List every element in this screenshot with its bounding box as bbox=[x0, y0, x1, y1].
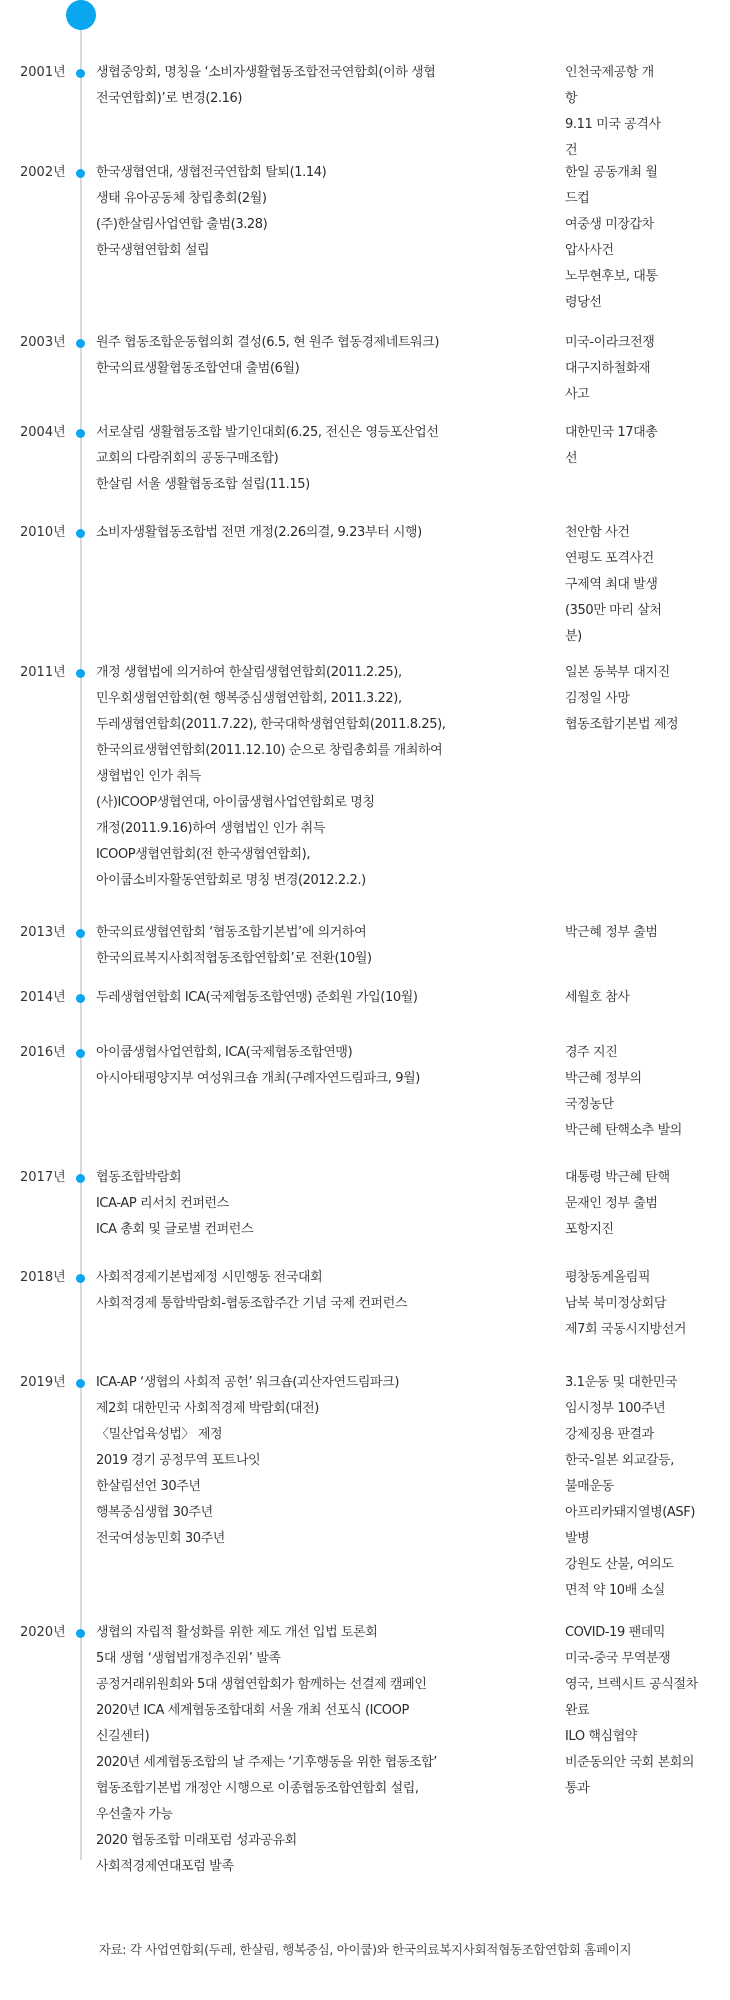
coop-event-item: 〈밀산업육성법〉 제정 bbox=[96, 1427, 223, 1442]
world-event-item: 아프리카돼지열병(ASF) 발병 bbox=[565, 1505, 696, 1546]
world-event-item: 천안함 사건 bbox=[565, 525, 630, 540]
world-event-item: COVID-19 팬데믹 bbox=[565, 1625, 666, 1640]
world-event-item: 문재인 정부 출범 bbox=[565, 1196, 658, 1211]
coop-events-list bbox=[96, 1165, 536, 1243]
year-label: 2018년 bbox=[20, 1270, 66, 1285]
timeline-start-dot bbox=[66, 0, 96, 30]
world-event-item: 박근혜 정부의 국정농단 bbox=[565, 1071, 642, 1112]
coop-event-item: 두레생협연합회(2011.7.22), 한국대학생협연합회(2011.8.25), bbox=[96, 717, 446, 732]
coop-events-list bbox=[96, 920, 536, 972]
world-events-list bbox=[565, 160, 713, 316]
coop-event-item: ICOOP생협연합회(전 한국생협연합회), 아이쿱소비자활동연합회로 명칭 변경(2012.2.2.) bbox=[96, 847, 366, 888]
world-event-item: 미국-중국 무역분쟁 bbox=[565, 1651, 671, 1666]
coop-event-item: 한국생협연합회 설립 bbox=[96, 243, 210, 258]
year-label: 2016년 bbox=[20, 1045, 66, 1060]
year-dot bbox=[76, 169, 85, 178]
year-dot bbox=[76, 1174, 85, 1183]
world-event-item: 한일 공동개최 월 드컵 bbox=[565, 165, 658, 206]
coop-event-item: 한국의료생활협동조합연대 출범(6월) bbox=[96, 361, 300, 376]
timeline-line bbox=[80, 30, 82, 1860]
coop-events-list bbox=[96, 520, 536, 546]
coop-event-item: 생태 유아공동체 창립총회(2월) bbox=[96, 191, 267, 206]
world-event-item: 9.11 미국 공격사 건 bbox=[565, 117, 661, 158]
coop-event-item: 5대 생협 ‘생협법개정추진위’ 발족 bbox=[96, 1651, 281, 1666]
coop-event-item: 2019 경기 공정무역 포트나잇 bbox=[96, 1453, 261, 1468]
coop-event-item: 한국생협연대, 생협전국연합회 탈퇴(1.14) bbox=[96, 165, 327, 180]
coop-event-item: 사회적경제연대포럼 발족 bbox=[96, 1859, 234, 1874]
year-dot bbox=[76, 1379, 85, 1388]
world-event-item: 경주 지진 bbox=[565, 1045, 618, 1060]
source-note: 자료: 각 사업연합회(두레, 한살림, 행복중심, 아이쿱)와 한국의료복지사회적협동조합연합회 홈페이지 bbox=[98, 1942, 632, 1957]
coop-event-item: 공정거래위원회와 5대 생협연합회가 함께하는 선결제 캠페인 bbox=[96, 1677, 427, 1692]
year-dot bbox=[76, 1274, 85, 1283]
year-label: 2001년 bbox=[20, 65, 66, 80]
year-label: 2020년 bbox=[20, 1625, 66, 1640]
coop-event-item: (사)ICOOP생협연대, 아이쿱생협사업연합회로 명칭 개정(2011.9.16)하여 생협법인 인가 취득 bbox=[96, 795, 375, 836]
world-events-list bbox=[565, 920, 713, 946]
world-event-item: 박근혜 탄핵소추 발의 bbox=[565, 1123, 682, 1138]
world-events-list bbox=[565, 985, 713, 1011]
year-dot bbox=[76, 429, 85, 438]
coop-event-item: (주)한살림사업연합 출범(3.28) bbox=[96, 217, 268, 232]
coop-event-item: 행복중심생협 30주년 bbox=[96, 1505, 213, 1520]
world-event-item: 대통령 박근혜 탄핵 bbox=[565, 1170, 670, 1185]
year-dot bbox=[76, 69, 85, 78]
world-event-item: 강제징용 판결과 한국-일본 외교갈등, 불매운동 bbox=[565, 1427, 675, 1494]
world-event-item: 세월호 참사 bbox=[565, 990, 630, 1005]
coop-event-item: 전국여성농민회 30주년 bbox=[96, 1531, 225, 1546]
coop-events-list bbox=[96, 985, 536, 1011]
year-label: 2017년 bbox=[20, 1170, 66, 1185]
coop-events-list bbox=[96, 160, 536, 264]
coop-event-item: 한국의료생협연합회(2011.12.10) 순으로 창립총회를 개최하여 생협법인 인가 취득 bbox=[96, 743, 443, 784]
world-events-list bbox=[565, 660, 713, 738]
coop-events-list bbox=[96, 1620, 536, 1880]
coop-event-item: 생협중앙회, 명칭을 ‘소비자생활협동조합전국연합회(이하 생협 전국연합회)’로 변경(2.16) bbox=[96, 65, 436, 106]
coop-event-item: 사회적경제기본법제정 시민행동 전국대회 bbox=[96, 1270, 323, 1285]
world-events-list bbox=[565, 60, 713, 164]
coop-event-item: 생협의 자립적 활성화를 위한 제도 개선 입법 토론회 bbox=[96, 1625, 378, 1640]
coop-event-item: 두레생협연합회 ICA(국제협동조합연맹) 준회원 가입(10월) bbox=[96, 990, 418, 1005]
coop-event-item: 한국의료생협연합회 ‘협동조합기본법’에 의거하여 한국의료복지사회적협동조합연합회’로 전환(10월) bbox=[96, 925, 372, 966]
coop-event-item: 한살림 서울 생활협동조합 설립(11.15) bbox=[96, 477, 310, 492]
world-event-item: 협동조합기본법 제정 bbox=[565, 717, 679, 732]
coop-event-item: ICA-AP ‘생협의 사회적 공헌’ 워크숍(괴산자연드림파크) bbox=[96, 1375, 399, 1390]
coop-event-item: 제2회 대한민국 사회적경제 박람회(대전) bbox=[96, 1401, 319, 1416]
world-event-item: ILO 핵심협약 비준동의안 국회 본회의 통과 bbox=[565, 1729, 695, 1796]
world-event-item: 남북 북미정상회담 bbox=[565, 1296, 666, 1311]
world-event-item: 김정일 사망 bbox=[565, 691, 630, 706]
year-label: 2003년 bbox=[20, 335, 66, 350]
world-event-item: 노무현후보, 대통 령당선 bbox=[565, 269, 658, 310]
coop-event-item: 사회적경제 통합박람회-협동조합주간 기념 국제 컨퍼런스 bbox=[96, 1296, 408, 1311]
year-dot bbox=[76, 669, 85, 678]
coop-event-item: 소비자생활협동조합법 전면 개정(2.26의결, 9.23부터 시행) bbox=[96, 525, 422, 540]
world-events-list bbox=[565, 330, 713, 408]
world-event-item: 연평도 포격사건 bbox=[565, 551, 654, 566]
coop-events-list bbox=[96, 1040, 536, 1092]
coop-events-list bbox=[96, 1370, 536, 1552]
world-event-item: 구제역 최대 발생 (350만 마리 살처 분) bbox=[565, 577, 662, 644]
world-event-item: 영국, 브렉시트 공식절차 완료 bbox=[565, 1677, 698, 1718]
world-events-list bbox=[565, 1370, 713, 1604]
coop-event-item: 2020년 ICA 세계협동조합대회 서울 개최 선포식 (ICOOP 신길센터) bbox=[96, 1703, 409, 1744]
world-events-list bbox=[565, 1165, 713, 1243]
world-event-item: 대한민국 17대총 선 bbox=[565, 425, 658, 466]
year-dot bbox=[76, 529, 85, 538]
year-label: 2004년 bbox=[20, 425, 66, 440]
coop-events-list bbox=[96, 330, 536, 382]
coop-event-item: 2020 협동조합 미래포럼 성과공유회 bbox=[96, 1833, 297, 1848]
coop-events-list bbox=[96, 420, 536, 498]
coop-event-item: 한살림선언 30주년 bbox=[96, 1479, 201, 1494]
year-label: 2014년 bbox=[20, 990, 66, 1005]
year-dot bbox=[76, 994, 85, 1003]
world-events-list bbox=[565, 520, 713, 650]
world-event-item: 제7회 국동시지방선거 bbox=[565, 1322, 687, 1337]
world-events-list bbox=[565, 1620, 713, 1802]
coop-event-item: 협동조합기본법 개정안 시행으로 이종협동조합연합회 설립, 우선출자 가능 bbox=[96, 1781, 419, 1822]
coop-event-item: ICA-AP 리서치 컨퍼런스 bbox=[96, 1196, 229, 1211]
coop-event-item: ICA 총회 및 글로벌 컨퍼런스 bbox=[96, 1222, 254, 1237]
year-label: 2013년 bbox=[20, 925, 66, 940]
year-dot bbox=[76, 929, 85, 938]
coop-event-item: 민우회생협연합회(현 행복중심생협연합회, 2011.3.22), bbox=[96, 691, 402, 706]
coop-events-list bbox=[96, 660, 536, 894]
world-event-item: 강원도 산불, 여의도 면적 약 10배 소실 bbox=[565, 1557, 674, 1598]
year-label: 2011년 bbox=[20, 665, 66, 680]
coop-event-item: 개정 생협법에 의거하여 한살림생협연합회(2011.2.25), bbox=[96, 665, 402, 680]
world-event-item: 인천국제공항 개 항 bbox=[565, 65, 654, 106]
world-event-item: 포항지진 bbox=[565, 1222, 614, 1237]
coop-event-item: 서로살림 생활협동조합 발기인대회(6.25, 전신은 영등포산업선 교회의 다람쥐회의 공동구매조합) bbox=[96, 425, 439, 466]
year-label: 2002년 bbox=[20, 165, 66, 180]
year-dot bbox=[76, 1049, 85, 1058]
coop-events-list bbox=[96, 60, 536, 112]
world-event-item: 대구지하철화재 사고 bbox=[565, 361, 651, 402]
world-events-list bbox=[565, 420, 713, 472]
year-label: 2010년 bbox=[20, 525, 66, 540]
world-events-list bbox=[565, 1265, 713, 1343]
year-dot bbox=[76, 339, 85, 348]
world-event-item: 3.1운동 및 대한민국 임시정부 100주년 bbox=[565, 1375, 678, 1416]
world-event-item: 여중생 미장갑차 압사사건 bbox=[565, 217, 654, 258]
coop-event-item: 아이쿱생협사업연합회, ICA(국제협동조합연맹) 아시아태평양지부 여성워크숍 개최(구례자연드림파크, 9월) bbox=[96, 1045, 420, 1086]
world-event-item: 일본 동북부 대지진 bbox=[565, 665, 670, 680]
year-label: 2019년 bbox=[20, 1375, 66, 1390]
coop-event-item: 협동조합박람회 bbox=[96, 1170, 182, 1185]
coop-event-item: 2020년 세계협동조합의 날 주제는 ‘기후행동을 위한 협동조합’ bbox=[96, 1755, 437, 1770]
coop-events-list bbox=[96, 1265, 536, 1317]
coop-event-item: 원주 협동조합운동협의회 결성(6.5, 현 원주 협동경제네트워크) bbox=[96, 335, 440, 350]
world-event-item: 평창동계올림픽 bbox=[565, 1270, 651, 1285]
year-dot bbox=[76, 1629, 85, 1638]
world-event-item: 미국-이라크전쟁 bbox=[565, 335, 655, 350]
world-event-item: 박근혜 정부 출범 bbox=[565, 925, 658, 940]
world-events-list bbox=[565, 1040, 713, 1144]
